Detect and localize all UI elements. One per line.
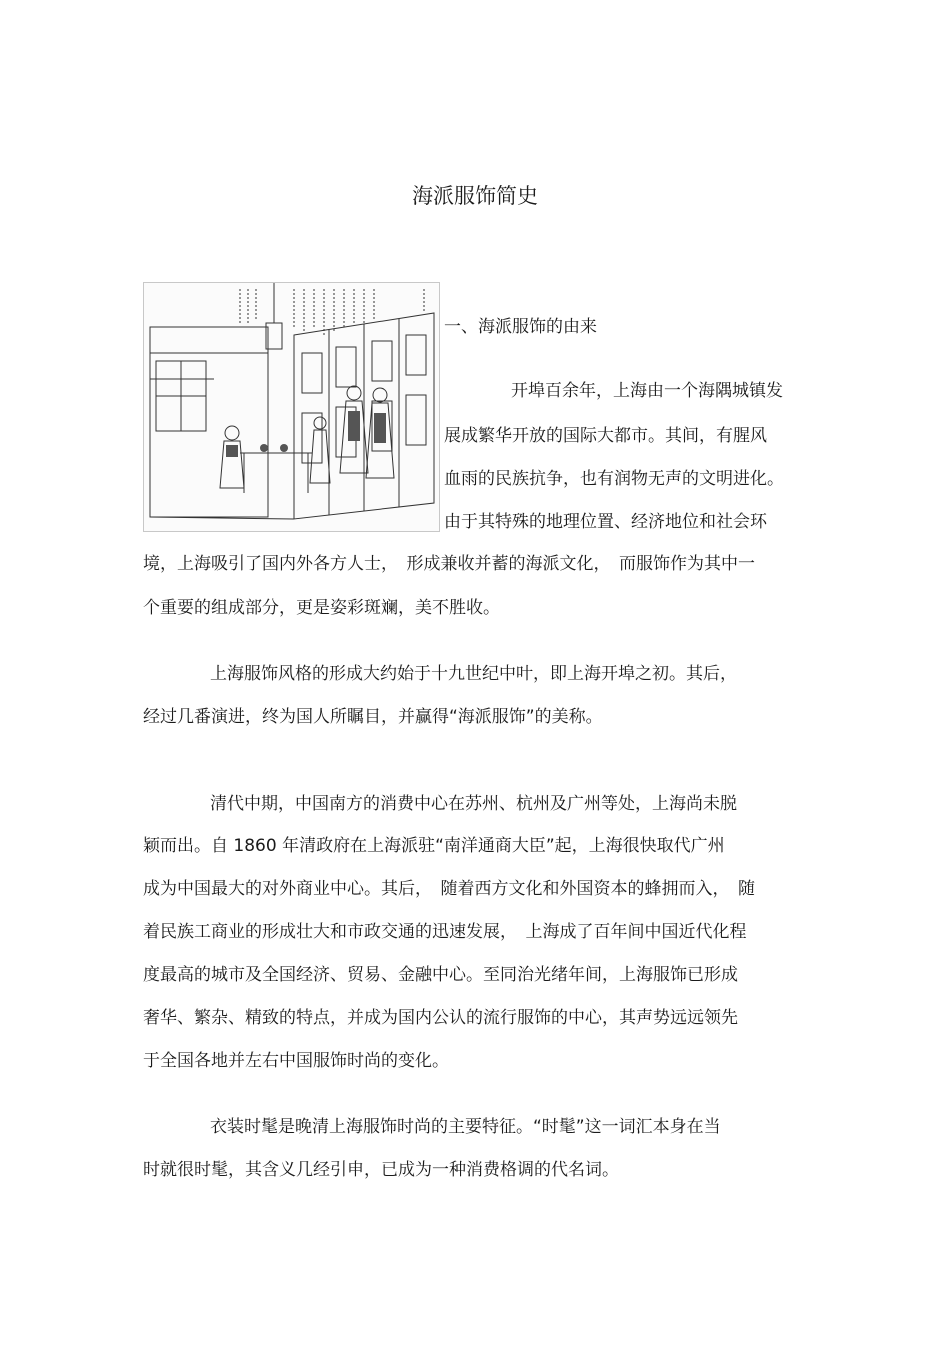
paragraph-line: 经过几番演进，终为国人所瞩目，并赢得“海派服饰”的美称。 (143, 707, 603, 727)
paragraph-line: 衣装时髦是晚清上海服饰时尚的主要特征。“时髦”这一词汇本身在当 (210, 1117, 721, 1137)
woodcut-drawing (144, 283, 439, 531)
paragraph-line: 上海服饰风格的形成大约始于十九世纪中叶，即上海开埠之初。其后， (210, 664, 737, 684)
section-heading: 一、海派服饰的由来 (444, 317, 597, 337)
paragraph-line: 开埠百余年，上海由一个海隅城镇发 (511, 381, 783, 401)
illustration-woodcut (143, 282, 440, 532)
paragraph-line: 由于其特殊的地理位置、经济地位和社会环 (444, 512, 767, 532)
paragraph-line: 于全国各地并左右中国服饰时尚的变化。 (143, 1051, 449, 1071)
paragraph-line: 着民族工商业的形成壮大和市政交通的迅速发展， 上海成了百年间中国近代化程 (143, 922, 747, 942)
paragraph-line: 度最高的城市及全国经济、贸易、金融中心。至同治光绪年间，上海服饰已形成 (143, 965, 738, 985)
paragraph-line: 展成繁华开放的国际大都市。其间，有腥风 (444, 426, 767, 446)
paragraph-line: 颖而出。自 1860 年清政府在上海派驻“南洋通商大臣”起，上海很快取代广州 (143, 836, 725, 856)
page-title: 海派服饰简史 (412, 184, 538, 208)
paragraph-line: 奢华、繁杂、精致的特点，并成为国内公认的流行服饰的中心，其声势远远领先 (143, 1008, 738, 1028)
paragraph-line: 时就很时髦，其含义几经引申，已成为一种消费格调的代名词。 (143, 1160, 619, 1180)
paragraph-line: 血雨的民族抗争，也有润物无声的文明进化。 (444, 469, 784, 489)
paragraph-line: 成为中国最大的对外商业中心。其后， 随着西方文化和外国资本的蜂拥而入， 随 (143, 879, 755, 899)
paragraph-line: 境，上海吸引了国内外各方人士， 形成兼收并蓄的海派文化， 而服饰作为其中一 (143, 554, 755, 574)
paragraph-line: 个重要的组成部分，更是姿彩斑斓，美不胜收。 (143, 598, 500, 618)
paragraph-line: 清代中期，中国南方的消费中心在苏州、杭州及广州等处，上海尚未脱 (210, 794, 737, 814)
